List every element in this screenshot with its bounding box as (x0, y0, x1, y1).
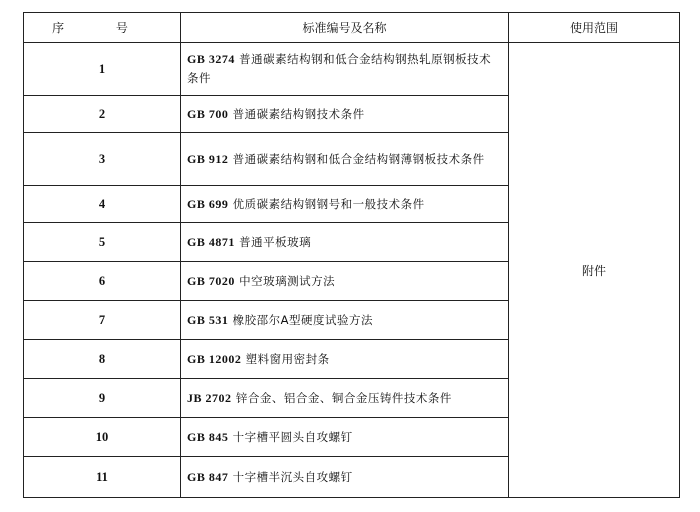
row-number: 1 (24, 43, 181, 96)
standard-name-cell (181, 379, 509, 418)
standard-name-cell (181, 186, 509, 223)
header-scope: 使用范围 (509, 13, 680, 43)
standard-code: GB 912 (187, 151, 229, 166)
standard-name-cell (181, 223, 509, 262)
standard-name-cell (181, 96, 509, 133)
header-row (24, 13, 680, 43)
row-number: 3 (24, 133, 181, 186)
row-number: 10 (24, 418, 181, 457)
standard-title: 普通碳素结构钢技术条件 (232, 106, 365, 121)
standard-code: GB 7020 (187, 273, 235, 288)
standard-name-cell (181, 133, 509, 186)
row-number: 6 (24, 262, 181, 301)
standard-title: 优质碳素结构钢钢号和一般技术条件 (232, 196, 425, 211)
standard-name-cell (181, 301, 509, 340)
row-number: 5 (24, 223, 181, 262)
standard-name-cell (181, 340, 509, 379)
standard-title: 塑料窗用密封条 (245, 351, 330, 366)
row-number: 8 (24, 340, 181, 379)
standard-code: GB 700 (187, 106, 229, 121)
standard-name-cell (181, 262, 509, 301)
standard-code: JB 2702 (187, 390, 232, 405)
row-number: 7 (24, 301, 181, 340)
header-name: 标准编号及名称 (181, 13, 509, 43)
standard-code: GB 3274 (187, 52, 235, 66)
standard-title: 普通碳素结构钢和低合金结构钢薄钢板技术条件 (232, 151, 485, 166)
standard-title: 锌合金、铝合金、铜合金压铸件技术条件 (235, 390, 452, 405)
row-number: 11 (24, 457, 181, 498)
standard-title: 中空玻璃测试方法 (239, 273, 336, 288)
standard-code: GB 847 (187, 469, 229, 484)
standard-title: 普通碳素结构钢和低合金结构钢热轧原钢板技术条件 (187, 52, 492, 85)
standard-name-cell (181, 43, 509, 96)
standard-title: 橡胶邵尔A型硬度试验方法 (232, 312, 374, 327)
row-number: 2 (24, 96, 181, 133)
table-row (24, 43, 680, 96)
header-seq: 序 号 (24, 13, 181, 43)
standard-title: 十字槽平圆头自攻螺钉 (232, 429, 353, 444)
standard-code: GB 12002 (187, 351, 242, 366)
standard-title: 十字槽半沉头自攻螺钉 (232, 469, 353, 484)
standard-name-cell (181, 457, 509, 498)
scope-cell: 附件 (509, 43, 680, 498)
standard-code: GB 699 (187, 196, 229, 211)
standard-code: GB 531 (187, 312, 229, 327)
standard-title: 普通平板玻璃 (239, 234, 312, 249)
standard-name-cell (181, 418, 509, 457)
standard-code: GB 845 (187, 429, 229, 444)
row-number: 4 (24, 186, 181, 223)
row-number: 9 (24, 379, 181, 418)
standard-code: GB 4871 (187, 234, 235, 249)
standards-table (23, 12, 680, 498)
